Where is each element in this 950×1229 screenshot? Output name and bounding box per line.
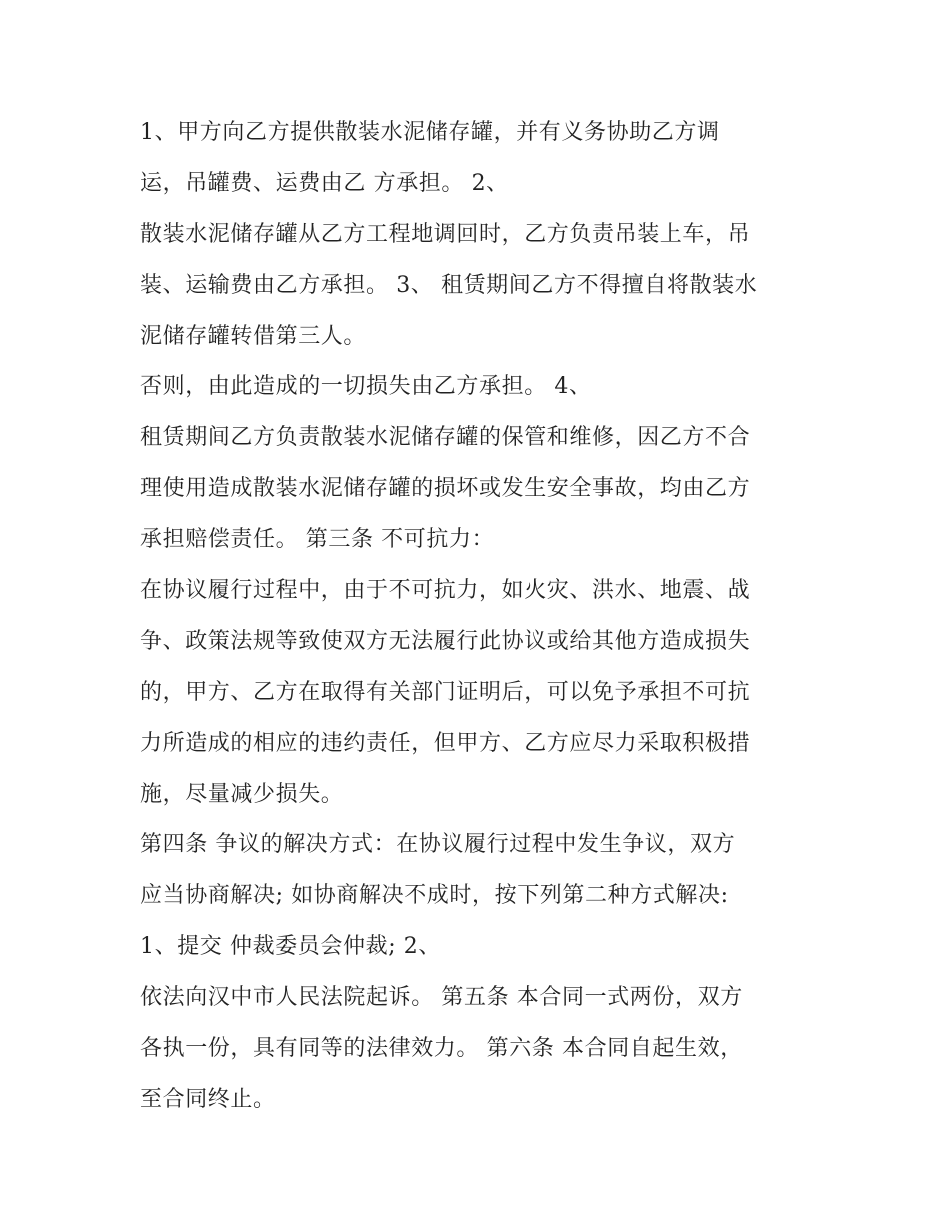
text-line: 散装水泥储存罐从乙方工程地调回时，乙方负责吊装上车，吊 bbox=[140, 221, 751, 247]
text-line: 各执一份，具有同等的法律效力。 第六条 本合同自起生效， bbox=[140, 1036, 743, 1062]
text-line: 运，吊罐费、运费由乙 方承担。 2、 bbox=[140, 170, 509, 196]
text-line: 泥储存罐转借第三人。 bbox=[140, 323, 367, 349]
text-line: 在协议履行过程中，由于不可抗力，如火灾、洪水、地震、战 bbox=[140, 578, 751, 604]
text-line: 的，甲方、乙方在取得有关部门证明后，可以免予承担不可抗 bbox=[140, 679, 751, 705]
contract-text bbox=[140, 108, 830, 1126]
text-line: 依法向汉中市人民法院起诉。 第五条 本合同一式两份，双方 bbox=[140, 985, 743, 1011]
text-line: 1、甲方向乙方提供散装水泥储存罐，并有义务协助乙方调 bbox=[140, 120, 720, 145]
text-line: 装、运输费由乙方承担。 3、 租赁期间乙方不得擅自将散装水 bbox=[140, 272, 758, 298]
text-line: 1、提交 仲裁委员会仲裁; 2、 bbox=[140, 934, 441, 960]
text-line: 应当协商解决; 如协商解决不成时，按下列第二种方式解决: bbox=[140, 883, 729, 909]
text-line: 租赁期间乙方负责散装水泥储存罐的保管和维修，因乙方不合 bbox=[140, 425, 751, 451]
text-line: 第四条 争议的解决方式：在协议履行过程中发生争议，双方 bbox=[140, 832, 736, 858]
text-line: 力所造成的相应的违约责任，但甲方、乙方应尽力采取积极措 bbox=[140, 730, 751, 756]
text-line: 理使用造成散装水泥储存罐的损坏或发生安全事故，均由乙方 bbox=[140, 476, 751, 502]
text-line: 承担赔偿责任。 第三条 不可抗力： bbox=[140, 527, 495, 553]
text-line: 否则，由此造成的一切损失由乙方承担。 4、 bbox=[140, 374, 592, 400]
text-line: 至合同终止。 bbox=[140, 1086, 276, 1112]
text-line: 施，尽量减少损失。 bbox=[140, 781, 344, 807]
text-line: 争、政策法规等致使双方无法履行此协议或给其他方造成损失 bbox=[140, 628, 751, 654]
